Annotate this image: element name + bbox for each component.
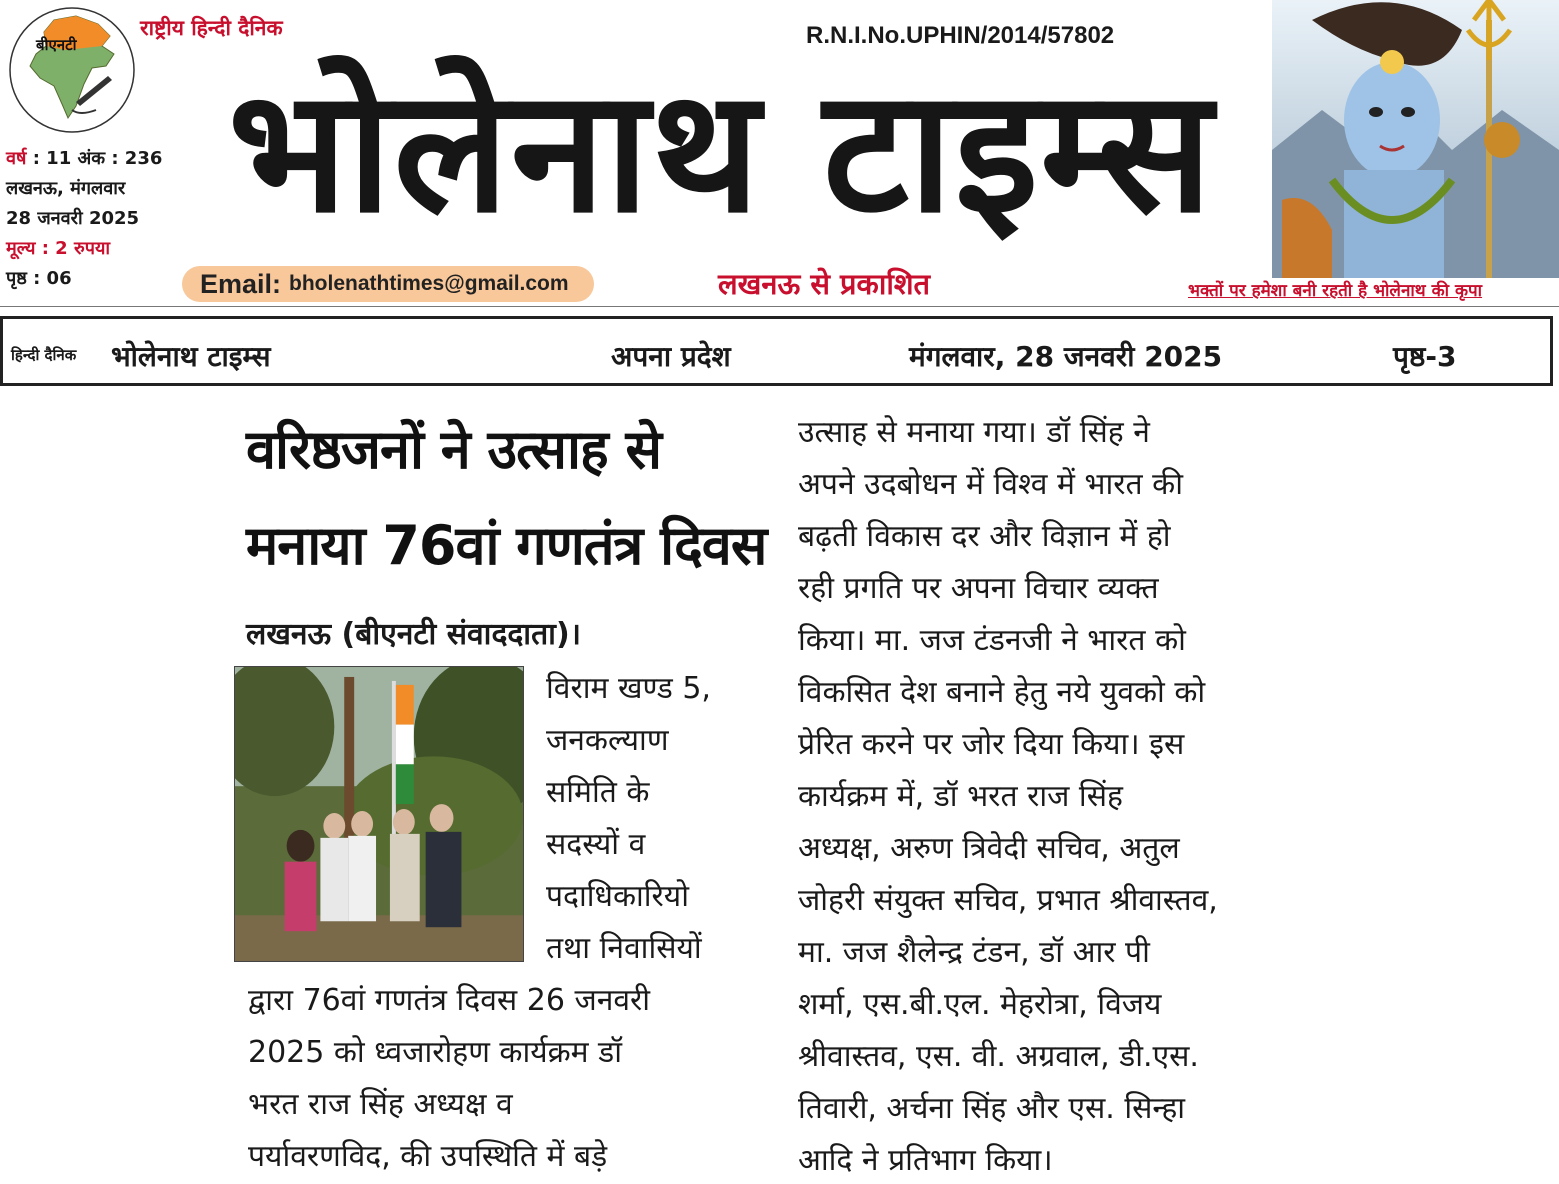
year-label: वर्ष: [6, 148, 27, 169]
col2-text-line: कार्यक्रम में, डॉ भरत राज सिंह: [798, 779, 1123, 814]
col2-text-line: बढ़ती विकास दर और विज्ञान में हो: [798, 519, 1171, 554]
devotee-tagline: भक्तों पर हमेशा बनी रहती है भोलेनाथ की कृपा: [1188, 281, 1483, 301]
col1-text-line: द्वारा 76वां गणतंत्र दिवस 26 जनवरी: [248, 983, 651, 1018]
article-dateline: लखनऊ (बीएनटी संवाददाता)।: [246, 617, 582, 652]
col2-text-line: आदि ने प्रतिभाग किया।: [798, 1143, 1053, 1178]
folio-section: अपना प्रदेश: [611, 340, 731, 373]
year-value: : 11 अंक : 236: [32, 148, 163, 169]
col2-text-line: रही प्रगति पर अपना विचार व्यक्त: [798, 571, 1159, 606]
issue-date: 28 जनवरी 2025: [6, 208, 140, 229]
folio-date: मंगलवार, 28 जनवरी 2025: [909, 340, 1223, 373]
flag-hoisting-photo: [234, 666, 524, 962]
article-headline-line-1: वरिष्ठजनों ने उत्साह से: [246, 418, 661, 481]
folio-paper-name: भोलेनाथ टाइम्स: [111, 340, 271, 373]
col1-text-line: पदाधिकारियो: [546, 879, 689, 914]
email-address: bholenathtimes@gmail.com: [289, 272, 569, 295]
col1-text-line: पर्यावरणविद, की उपस्थिति में बड़े: [248, 1139, 608, 1174]
col1-text-line: भरत राज सिंह अध्यक्ष व: [248, 1087, 513, 1122]
col1-text-line: तथा निवासियों: [546, 931, 702, 966]
col2-text-line: तिवारी, अर्चना सिंह और एस. सिन्हा: [798, 1091, 1186, 1126]
newspaper-title: भोलेनाथ टाइम्स: [228, 53, 1215, 251]
masthead-divider: [0, 306, 1559, 307]
col2-text-line: उत्साह से मनाया गया। डॉ सिंह ने: [798, 415, 1150, 450]
email-label: Email:: [200, 268, 282, 299]
email-badge: [182, 266, 594, 302]
rni-number: R.N.I.No.UPHIN/2014/57802: [806, 22, 1115, 49]
folio-strip: [0, 316, 1553, 386]
col2-text-line: अपने उदबोधन में विश्व में भारत की: [798, 467, 1183, 502]
col1-text-line: समिति के: [546, 775, 650, 810]
col2-text-line: शर्मा, एस.बी.एल. मेहरोत्रा, विजय: [798, 987, 1162, 1022]
newspaper-logo: [6, 6, 138, 134]
logo-text: बीएनटी: [36, 36, 77, 54]
deity-illustration: [1272, 0, 1559, 278]
col2-text-line: श्रीवास्तव, एस. वी. अग्रवाल, डी.एस.: [798, 1039, 1199, 1074]
folio-paper-type: हिन्दी दैनिक: [11, 346, 77, 364]
col2-text-line: किया। मा. जज टंडनजी ने भारत को: [798, 623, 1186, 658]
col1-text-line: विराम खण्ड 5,: [546, 671, 711, 706]
col1-text-line: 2025 को ध्वजारोहण कार्यक्रम डॉ: [248, 1035, 622, 1070]
issue-meta: [6, 146, 162, 170]
col1-text-line: सदस्यों व: [546, 827, 646, 862]
col2-text-line: अध्यक्ष, अरुण त्रिवेदी सचिव, अतुल: [798, 831, 1180, 866]
price-value: : 2 रुपया: [41, 238, 111, 259]
published-from: लखनऊ से प्रकाशित: [718, 267, 931, 301]
col2-text-line: जोहरी संयुक्त सचिव, प्रभात श्रीवास्तव,: [798, 883, 1218, 918]
col2-text-line: मा. जज शैलेन्द्र टंडन, डॉ आर पी: [798, 935, 1150, 970]
price: [6, 236, 110, 260]
col2-text-line: प्रेरित करने पर जोर दिया किया। इस: [798, 727, 1185, 762]
tagline-national-daily: राष्ट्रीय हिन्दी दैनिक: [140, 16, 283, 40]
article-headline-line-2: मनाया 76वां गणतंत्र दिवस: [246, 514, 767, 577]
folio-page-number: पृष्ठ-3: [1393, 340, 1457, 373]
page-count: पृष्ठ : 06: [6, 268, 72, 289]
place-day: लखनऊ, मंगलवार: [6, 178, 126, 199]
price-label: मूल्य: [6, 238, 36, 259]
col1-text-line: जनकल्याण: [546, 723, 669, 758]
col2-text-line: विकसित देश बनाने हेतु नये युवको को: [798, 675, 1206, 710]
